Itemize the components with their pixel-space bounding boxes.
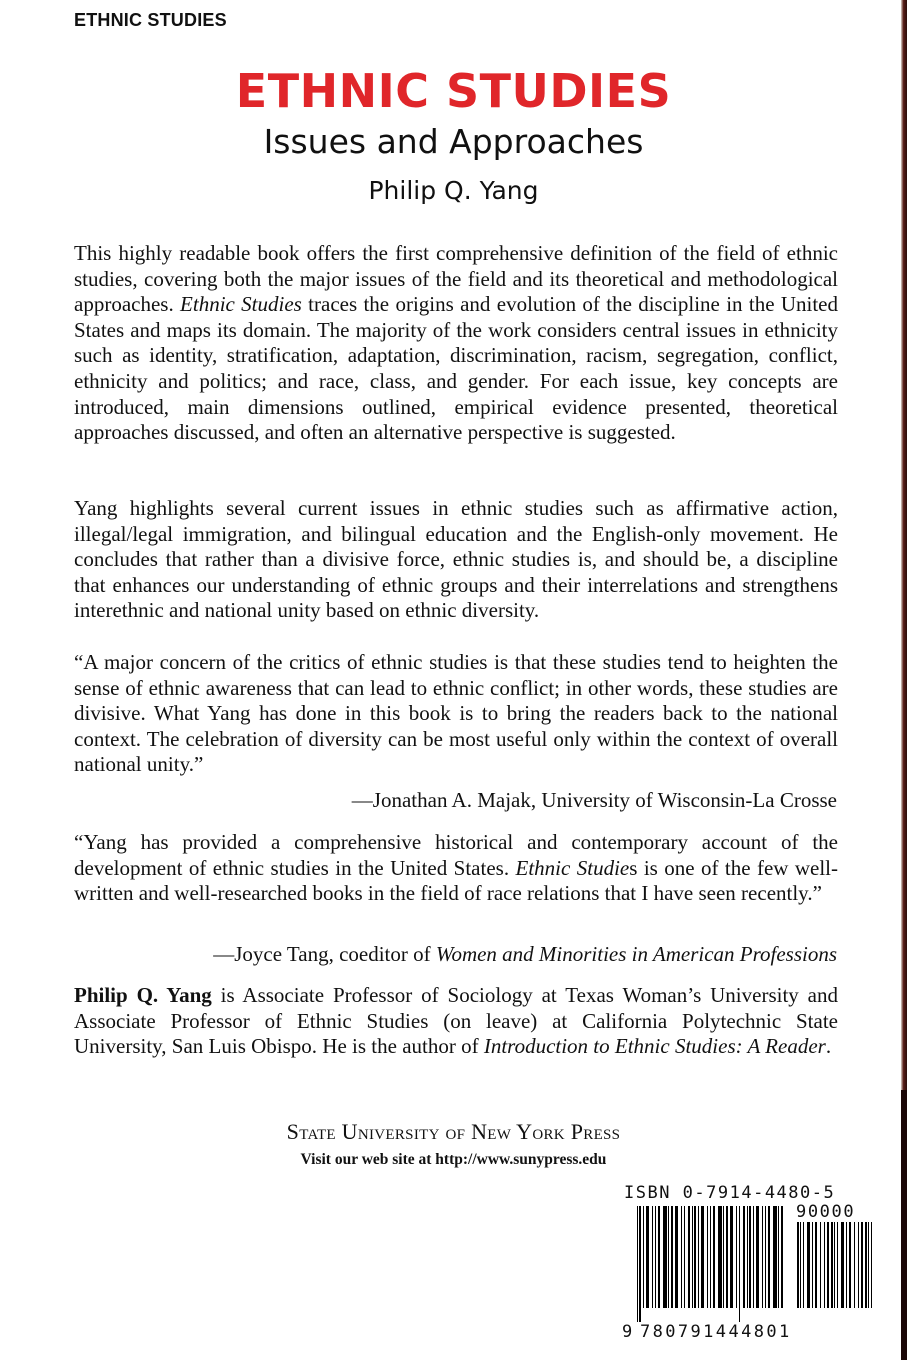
barcode-bar — [739, 1206, 740, 1322]
text-run: traces the origins and evolution of the discipline in the United States and maps its domain. The majority of the work considers central issues in ethnicity such as identity, stratification, adaptation, discrimination, racism, segregation, conflict, ethnicity and politics; and race, class, and gender. For each issue, key concepts are introduced, main dimensions outlined, empirical evidence presented, theoretical approaches discussed, and often an alternative perspective is suggested. — [74, 292, 838, 445]
barcode-bar — [762, 1206, 763, 1308]
author-bio-name: Philip Q. Yang — [74, 983, 212, 1007]
endorsement-quote-1 — [74, 650, 838, 778]
barcode-bar — [753, 1206, 754, 1308]
barcode-bar — [710, 1206, 711, 1308]
barcode-bar — [652, 1206, 653, 1308]
barcode-bar — [694, 1206, 696, 1308]
author-bio — [74, 983, 838, 1060]
barcode-bar — [747, 1206, 748, 1308]
barcode-bar — [726, 1206, 728, 1308]
barcode-bar — [749, 1206, 751, 1308]
barcode-bar — [849, 1222, 851, 1308]
barcode-bar — [871, 1222, 872, 1308]
barcode-bar — [820, 1222, 821, 1308]
text-run: . — [825, 1034, 832, 1059]
barcode-bar — [865, 1222, 867, 1308]
text-run: Women and Minorities in American Professions — [435, 942, 837, 966]
barcode-bar — [675, 1206, 678, 1308]
barcode-bar — [646, 1206, 649, 1308]
publisher-website: Visit our web site at http://www.sunypress.edu — [300, 1151, 607, 1168]
barcode-bar — [815, 1222, 817, 1308]
barcode-bar — [854, 1222, 855, 1308]
ean-barcode — [636, 1206, 788, 1322]
barcode-addon-number: 90000 — [796, 1202, 856, 1222]
barcode-bar — [765, 1206, 766, 1308]
barcode-bar — [637, 1206, 638, 1322]
barcode-bar — [773, 1206, 777, 1308]
addon-barcode — [796, 1222, 874, 1322]
description-paragraph-1 — [74, 241, 838, 446]
barcode-digits: 780791444801 — [640, 1322, 792, 1342]
text-run: —Joyce Tang, coeditor of — [213, 942, 436, 966]
barcode-bar — [707, 1206, 708, 1308]
barcode-bar — [713, 1206, 715, 1308]
barcode-bar — [841, 1222, 844, 1308]
barcode-bar — [831, 1222, 833, 1308]
endorsement-attribution-1 — [352, 788, 837, 814]
barcode-bar — [807, 1222, 810, 1308]
book-subtitle: Issues and Approaches — [263, 122, 644, 161]
text-run: s is one of the few well-written and well-researched books in the field of race relations that I have seen recently.” — [74, 855, 839, 906]
barcode-bar — [861, 1222, 863, 1308]
barcode-bar — [684, 1206, 685, 1308]
barcode-bar — [837, 1222, 838, 1308]
text-run: Ethnic Studie — [515, 855, 630, 880]
barcode-bar — [658, 1206, 660, 1308]
barcode-bar — [723, 1206, 724, 1308]
barcode-bar — [698, 1206, 699, 1308]
barcode-bar — [718, 1206, 722, 1308]
isbn-label: ISBN 0-7914-4480-5 — [624, 1183, 836, 1203]
text-run: “A major concern of the critics of ethnic studies is that these studies tend to heighten the sense of ethnic awareness that can lead to ethnic conflict; in other words, these studies are divisive. What Yang has done in this book is to bring the readers back to the national context. The celebration of diversity can be most useful only within the context of overall national unity.” — [74, 650, 838, 777]
barcode-bar — [663, 1206, 667, 1308]
endorsement-quote-2 — [74, 830, 838, 907]
barcode-bar — [846, 1222, 847, 1308]
barcode-bar — [692, 1206, 693, 1308]
text-run: is Associate Professor of Sociology at Texas Woman’s University and Associate Professor of Ethnic Studies (on leave) at California Polytechnic State University, San Luis Obispo. He is the author of — [74, 983, 839, 1059]
series-label: ETHNIC STUDIES — [74, 10, 227, 30]
barcode-bar — [803, 1222, 804, 1308]
book-author: Philip Q. Yang — [368, 176, 539, 205]
barcode-bar — [797, 1222, 799, 1308]
barcode-bar — [827, 1222, 829, 1308]
barcode-bar — [781, 1206, 783, 1308]
description-paragraph-2 — [74, 496, 838, 624]
barcode-lead-digit: 9 — [622, 1322, 633, 1342]
barcode-bar — [688, 1206, 690, 1308]
barcode-bar — [671, 1206, 673, 1308]
barcode-bar — [756, 1206, 759, 1308]
barcode-bar — [655, 1206, 656, 1308]
text-run: “Yang has provided a comprehensive historical and contemporary account of the development of ethnic studies in the United States. — [74, 830, 838, 880]
book-title: ETHNIC STUDIES — [235, 64, 672, 118]
text-run: Yang highlights several current issues in ethnic studies such as affirmative action, illegal/legal immigration, and bilingual education and the English-only movement. He concludes that rather than a divisive force, ethnic studies is, and should be, a discipline that enhances our understanding of ethnic groups and their interrelations and strengthens interethnic and national unity based on ethnic diversity. — [74, 496, 838, 623]
barcode-bar — [643, 1206, 644, 1308]
barcode-bar — [812, 1222, 813, 1308]
barcode-bar — [743, 1206, 745, 1308]
barcode-bar — [681, 1206, 682, 1308]
publisher-name: State University of New York Press — [286, 1119, 621, 1144]
text-run: This highly readable book offers the first comprehensive definition of the field of ethnic studies, covering both the major issues of the field and its theoretical and methodological approaches. — [74, 241, 838, 317]
barcode-bar — [639, 1206, 641, 1322]
text-run: Ethnic Studies — [180, 292, 302, 317]
text-run: Introduction to Ethnic Studies: A Reader — [483, 1034, 826, 1059]
barcode-bar — [824, 1222, 825, 1308]
barcode-bar — [768, 1206, 770, 1308]
barcode-bar — [868, 1222, 869, 1308]
barcode-bar — [858, 1222, 859, 1308]
barcode-bar — [800, 1222, 801, 1308]
barcode-bar — [701, 1206, 704, 1308]
endorsement-attribution-2 — [213, 942, 837, 968]
text-run: —Jonathan A. Majak, University of Wisconsin-La Crosse — [351, 788, 837, 812]
barcode-bar — [834, 1222, 835, 1308]
barcode-bar — [668, 1206, 669, 1308]
barcode-bar — [730, 1206, 733, 1308]
barcode-bar — [736, 1206, 737, 1308]
barcode-bar — [778, 1206, 779, 1308]
